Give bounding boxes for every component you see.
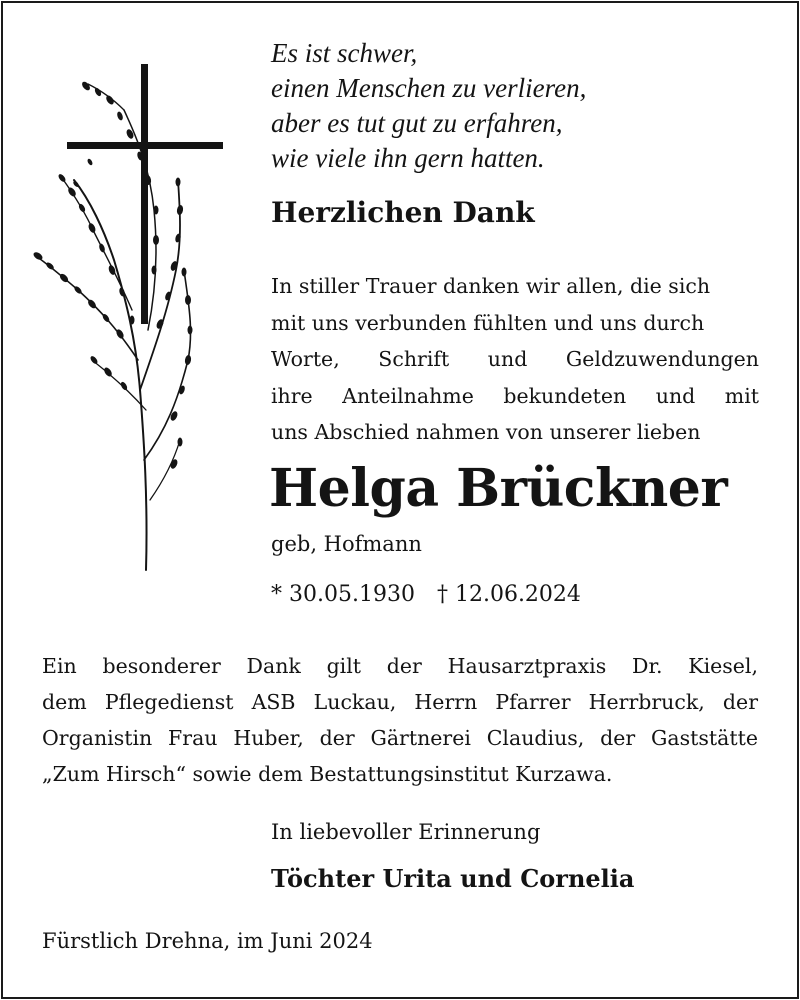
birth-name: geb, Hofmann: [271, 532, 422, 556]
intro-line: uns Abschied nahmen von unserer lieben: [271, 420, 701, 444]
thanks-paragraph: [42, 648, 758, 792]
deceased-name: Helga Brückner: [269, 458, 728, 519]
intro-line: mit uns verbunden fühlten und uns durch: [271, 310, 705, 335]
memory-line: In liebevoller Erinnerung: [271, 820, 541, 844]
thanks-line: Ein besonderer Dank gilt der Hausarztpraxis Dr. Kiesel,: [42, 654, 758, 678]
poem-line: einen Menschen zu verlieren,: [271, 73, 587, 103]
thanks-line: dem Pflegedienst ASB Luckau, Herrn Pfarrer Herrbruck, der: [42, 690, 758, 714]
intro-line: In stiller Trauer danken wir allen, die sich: [271, 274, 711, 298]
heading-thanks: Herzlichen Dank: [271, 196, 535, 229]
poem-line: Es ist schwer,: [271, 38, 418, 68]
intro-paragraph: [271, 268, 759, 451]
death-date: † 12.06.2024: [436, 582, 581, 607]
poem-line: wie viele ihn gern hatten.: [271, 143, 545, 173]
place-date: Fürstlich Drehna, im Juni 2024: [42, 929, 373, 953]
birth-date: * 30.05.1930: [271, 582, 415, 607]
poem: [271, 36, 741, 176]
intro-line: Worte, Schrift und Geldzuwendungen: [271, 347, 759, 371]
intro-line: ihre Anteilnahme bekundeten und mit: [271, 383, 759, 408]
cross-icon: [66, 64, 226, 326]
signers: Töchter Urita und Cornelia: [271, 864, 635, 893]
thanks-line: Organistin Frau Huber, der Gärtnerei Claudius, der Gaststätte: [42, 726, 758, 750]
poem-line: aber es tut gut zu erfahren,: [271, 108, 563, 138]
thanks-line: „Zum Hirsch“ sowie dem Bestattungsinstitut Kurzawa.: [42, 762, 613, 786]
life-dates: [271, 582, 581, 607]
